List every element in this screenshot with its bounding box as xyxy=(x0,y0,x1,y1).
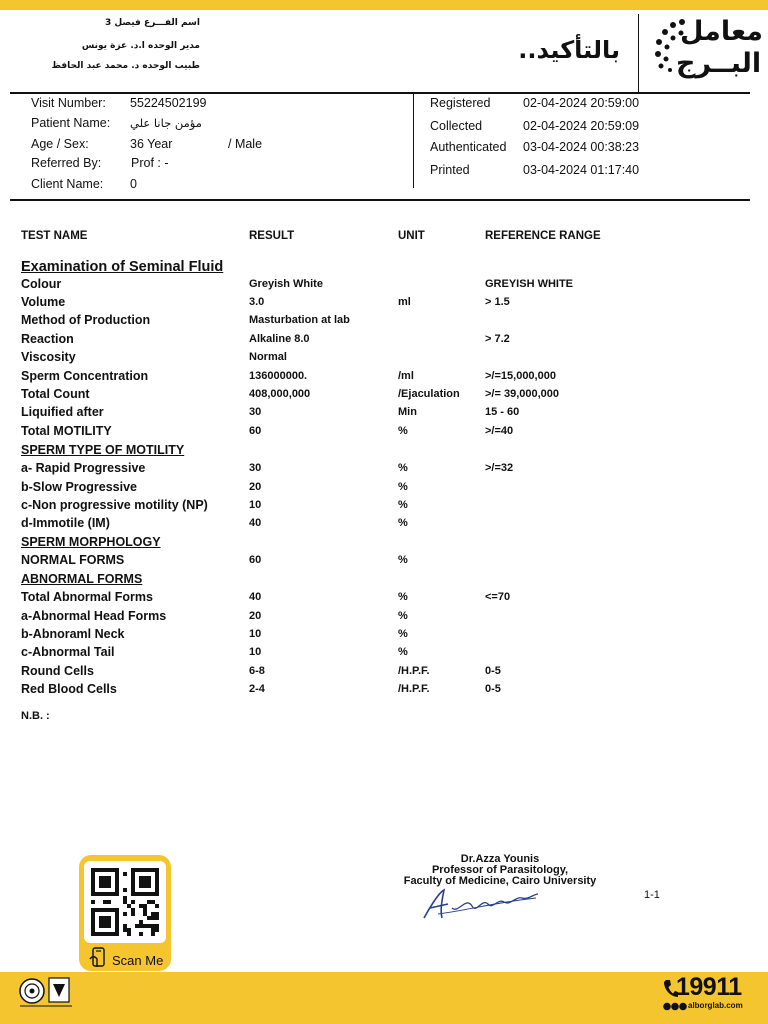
website-link[interactable]: alborglab.com xyxy=(688,1001,743,1010)
unit-cell: ml xyxy=(398,296,411,308)
hotline-number[interactable]: 19911 xyxy=(676,973,742,1001)
test-name-cell: SPERM MORPHOLOGY xyxy=(21,535,161,549)
unit-cell: % xyxy=(398,425,408,437)
test-name-cell: b-Abnoraml Neck xyxy=(21,627,125,641)
reference-range-cell: >/= 39,000,000 xyxy=(485,388,560,400)
unit-cell: % xyxy=(398,591,408,603)
qr-code-icon[interactable] xyxy=(91,868,159,936)
test-name-cell: a- Rapid Progressive xyxy=(21,461,146,475)
reference-range-cell: >/=32 xyxy=(485,462,514,474)
test-name-cell: Colour xyxy=(21,277,62,291)
result-cell: 136000000. xyxy=(249,370,308,382)
registered-value: 02-04-2024 20:59:00 xyxy=(523,96,640,110)
test-name-cell: Total MOTILITY xyxy=(21,424,112,438)
test-name-cell: ABNORMAL FORMS xyxy=(21,572,143,586)
table-row xyxy=(0,664,768,682)
authenticated-value: 03-04-2024 00:38:23 xyxy=(523,140,640,154)
brand-name-line1: معامل xyxy=(680,16,763,47)
printed-value: 03-04-2024 01:17:40 xyxy=(523,163,640,177)
table-row xyxy=(0,424,768,442)
printed-label: Printed xyxy=(430,163,470,177)
col-result: RESULT xyxy=(249,230,295,242)
unit-cell: Min xyxy=(398,406,417,418)
reference-range-cell: >/=40 xyxy=(485,425,514,437)
referred-by-value: Prof : - xyxy=(131,156,169,170)
registered-label: Registered xyxy=(430,96,491,110)
client-name-value: 0 xyxy=(130,177,137,191)
collected-label: Collected xyxy=(430,119,483,133)
result-cell: 6-8 xyxy=(249,665,265,677)
table-row xyxy=(0,443,768,461)
unit-cell: % xyxy=(398,628,408,640)
test-name-cell: Reaction xyxy=(21,332,74,346)
table-row xyxy=(0,553,768,571)
accreditation-logos-icon xyxy=(18,975,74,1009)
unit-doctor: طبيب الوحده د. محمد عبد الحافظ xyxy=(51,61,200,71)
brand-name-line2: البــرج xyxy=(676,48,762,79)
table-row xyxy=(0,609,768,627)
result-cell: 3.0 xyxy=(249,296,265,308)
result-cell: 30 xyxy=(249,406,262,418)
section-title: Examination of Seminal Fluid xyxy=(21,259,224,275)
sex-value: / Male xyxy=(228,137,263,151)
top-brand-bar xyxy=(0,0,768,10)
table-row xyxy=(0,295,768,313)
col-unit: UNIT xyxy=(398,230,425,242)
unit-cell: /Ejaculation xyxy=(398,388,460,400)
reference-range-cell: 0-5 xyxy=(485,683,501,695)
test-name-cell: c-Abnormal Tail xyxy=(21,645,115,659)
result-cell: 60 xyxy=(249,554,262,566)
unit-cell: /H.P.F. xyxy=(398,683,430,695)
table-row xyxy=(0,498,768,516)
table-row xyxy=(0,332,768,350)
header-top-rule xyxy=(10,92,750,94)
test-name-cell: Total Count xyxy=(21,387,90,401)
result-cell: 40 xyxy=(249,591,262,603)
collected-value: 02-04-2024 20:59:09 xyxy=(523,119,640,133)
test-name-cell: Round Cells xyxy=(21,664,94,678)
test-name-cell: Total Abnormal Forms xyxy=(21,590,153,604)
unit-cell: % xyxy=(398,610,408,622)
table-row xyxy=(0,535,768,553)
patient-name-value: مؤمن جانا علي xyxy=(130,116,202,130)
nb-label: N.B. : xyxy=(21,710,50,722)
page-number: 1-1 xyxy=(644,889,660,901)
table-row xyxy=(0,277,768,295)
unit-director: مدير الوحده ا.د. عزة يونس xyxy=(81,41,200,51)
table-row xyxy=(0,405,768,423)
result-cell: 408,000,000 xyxy=(249,388,311,400)
result-cell: 10 xyxy=(249,646,262,658)
col-reference-range: REFERENCE RANGE xyxy=(485,230,601,242)
test-name-cell: NORMAL FORMS xyxy=(21,553,125,567)
age-sex-label: Age / Sex: xyxy=(31,137,89,151)
unit-cell: /ml xyxy=(398,370,414,382)
result-cell: Masturbation at lab xyxy=(249,314,350,326)
result-cell: 2-4 xyxy=(249,683,265,695)
unit-cell: % xyxy=(398,462,408,474)
table-row xyxy=(0,369,768,387)
header-column-divider xyxy=(413,94,414,188)
unit-cell: % xyxy=(398,554,408,566)
visit-number-value: 55224502199 xyxy=(130,96,207,110)
reference-range-cell: > 7.2 xyxy=(485,333,510,345)
visit-number-label: Visit Number: xyxy=(31,96,106,110)
col-test-name: TEST NAME xyxy=(21,230,88,242)
authenticated-label: Authenticated xyxy=(430,140,507,154)
patient-name-label: Patient Name: xyxy=(31,116,111,130)
result-cell: Normal xyxy=(249,351,287,363)
reference-range-cell: 0-5 xyxy=(485,665,501,677)
unit-cell: /H.P.F. xyxy=(398,665,430,677)
test-name-cell: c-Non progressive motility (NP) xyxy=(21,498,208,512)
result-cell: 20 xyxy=(249,610,262,622)
test-name-cell: d-Immotile (IM) xyxy=(21,516,110,530)
table-row xyxy=(0,682,768,700)
signatory-title: Professor of Parasitology, xyxy=(431,864,569,876)
brand-tagline: بالتأكيد.. xyxy=(518,36,620,64)
unit-cell: % xyxy=(398,481,408,493)
signatory-faculty: Faculty of Medicine, Cairo University xyxy=(403,875,597,887)
branch-name: اسم الفـــرع فيصل 3 xyxy=(104,18,200,28)
unit-cell: % xyxy=(398,646,408,658)
result-cell: 30 xyxy=(249,462,262,474)
table-row xyxy=(0,645,768,663)
reference-range-cell: <=70 xyxy=(485,591,511,603)
bottom-brand-bar xyxy=(0,972,768,1024)
result-cell: 20 xyxy=(249,481,262,493)
social-media-icons xyxy=(663,1002,687,1011)
table-row xyxy=(0,480,768,498)
test-name-cell: a-Abnormal Head Forms xyxy=(21,609,167,623)
reference-range-cell: > 1.5 xyxy=(485,296,510,308)
handwritten-signature xyxy=(418,884,543,924)
table-row xyxy=(0,590,768,608)
test-name-cell: Method of Production xyxy=(21,313,151,327)
table-row xyxy=(0,313,768,331)
result-cell: 10 xyxy=(249,628,262,640)
result-cell: Alkaline 8.0 xyxy=(249,333,310,345)
unit-cell: % xyxy=(398,499,408,511)
test-name-cell: b-Slow Progressive xyxy=(21,480,138,494)
result-cell: Greyish White xyxy=(249,278,323,290)
test-name-cell: Volume xyxy=(21,295,66,309)
result-cell: 10 xyxy=(249,499,262,511)
table-row xyxy=(0,572,768,590)
unit-cell: % xyxy=(398,517,408,529)
result-cell: 40 xyxy=(249,517,262,529)
table-row xyxy=(0,461,768,479)
reference-range-cell: GREYISH WHITE xyxy=(485,278,574,290)
table-row xyxy=(0,387,768,405)
reference-range-cell: 15 - 60 xyxy=(485,406,520,418)
referred-by-label: Referred By: xyxy=(31,156,102,170)
phone-scan-icon xyxy=(89,947,109,969)
test-name-cell: Liquified after xyxy=(21,405,104,419)
table-row xyxy=(0,516,768,534)
result-cell: 60 xyxy=(249,425,262,437)
header-bottom-rule xyxy=(10,199,750,201)
age-value: 36 Year xyxy=(130,137,173,151)
client-name-label: Client Name: xyxy=(31,177,104,191)
test-name-cell: SPERM TYPE OF MOTILITY xyxy=(21,443,185,457)
signatory-name: Dr.Azza Younis xyxy=(460,853,540,865)
brand-divider xyxy=(638,14,639,92)
reference-range-cell: >/=15,000,000 xyxy=(485,370,556,382)
test-name-cell: Sperm Concentration xyxy=(21,369,149,383)
test-name-cell: Viscosity xyxy=(21,350,76,364)
table-row xyxy=(0,627,768,645)
scan-me-label: Scan Me xyxy=(112,953,164,968)
table-row xyxy=(0,350,768,368)
test-name-cell: Red Blood Cells xyxy=(21,682,117,696)
